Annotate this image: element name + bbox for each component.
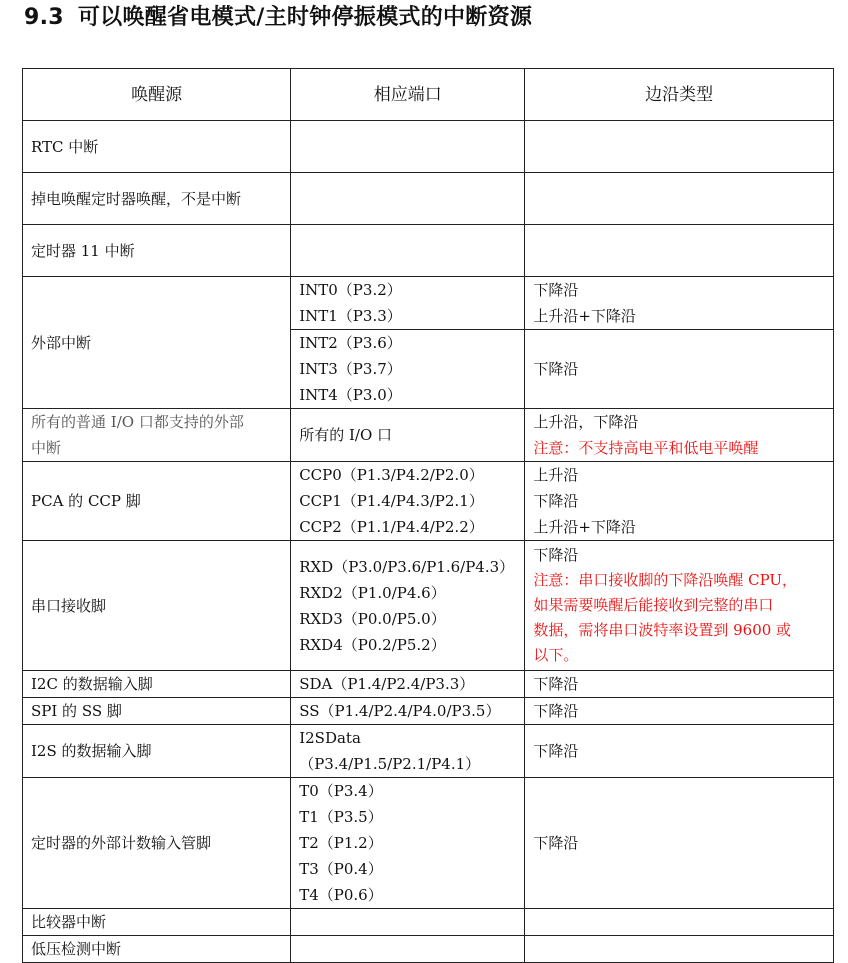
port-line: RXD4（P0.2/P5.2）	[299, 635, 446, 654]
cell-port	[291, 462, 525, 541]
port-line: INT3（P3.7）	[299, 360, 402, 378]
table-row	[23, 225, 834, 277]
cell-port	[291, 909, 525, 936]
warning-note-line: 注意：串口接收脚的下降沿唤醒 CPU，	[533, 571, 798, 589]
port-line: RXD3（P0.0/P5.0）	[299, 609, 446, 628]
wakeup-source-table	[22, 68, 834, 963]
table-row	[23, 277, 834, 330]
cell-edge	[525, 277, 834, 330]
cell-edge: 下降沿	[525, 778, 834, 909]
cell-port	[291, 277, 525, 330]
cell-source	[23, 409, 291, 462]
port-line: INT0（P3.2）	[299, 281, 402, 299]
table-row	[23, 462, 834, 541]
edge-line: 上升沿，下降沿	[533, 413, 639, 431]
table-row	[23, 725, 834, 778]
cell-edge	[525, 409, 834, 462]
cell-port	[291, 541, 525, 671]
cell-source: 定时器 11 中断	[23, 225, 291, 277]
cell-source: 比较器中断	[23, 909, 291, 936]
table-row	[23, 778, 834, 909]
edge-line: 下降沿	[533, 546, 579, 564]
table-header-row	[23, 69, 834, 121]
port-line: CCP1（P1.4/P4.3/P2.1）	[299, 492, 484, 510]
edge-line: 下降沿	[533, 281, 579, 299]
cell-source: RTC 中断	[23, 121, 291, 173]
cell-port	[291, 330, 525, 409]
cell-port: 所有的 I/O 口	[291, 409, 525, 462]
port-line: CCP2（P1.1/P4.4/P2.2）	[299, 518, 484, 536]
section-heading	[24, 2, 532, 34]
cell-port: I2SData（P3.4/P1.5/P2.1/P4.1）	[291, 725, 525, 778]
table-row	[23, 173, 834, 225]
cell-edge	[525, 173, 834, 225]
edge-line: 上升沿+下降沿	[533, 307, 636, 325]
cell-port: SDA（P1.4/P2.4/P3.3）	[291, 671, 525, 698]
cell-edge	[525, 462, 834, 541]
cell-port	[291, 121, 525, 173]
port-line: T2（P1.2）	[299, 834, 383, 852]
table-row	[23, 541, 834, 671]
source-line: 所有的普通 I/O 口都支持的外部	[31, 413, 244, 431]
port-line: T4（P0.6）	[299, 886, 383, 904]
cell-port	[291, 936, 525, 963]
table-row	[23, 409, 834, 462]
cell-port	[291, 225, 525, 277]
edge-line: 下降沿	[533, 492, 579, 510]
table-row	[23, 121, 834, 173]
cell-source: PCA 的 CCP 脚	[23, 462, 291, 541]
table-row	[23, 909, 834, 936]
cell-edge	[525, 121, 834, 173]
warning-note-line: 如果需要唤醒后能接收到完整的串口	[533, 596, 774, 614]
cell-edge	[525, 909, 834, 936]
port-line: T1（P3.5）	[299, 808, 383, 826]
source-line: 中断	[31, 439, 62, 457]
edge-line: 上升沿	[533, 466, 579, 484]
cell-source: 掉电唤醒定时器唤醒，不是中断	[23, 173, 291, 225]
cell-port	[291, 173, 525, 225]
cell-edge: 下降沿	[525, 725, 834, 778]
port-line: INT1（P3.3）	[299, 307, 402, 325]
cell-edge	[525, 936, 834, 963]
port-line: T0（P3.4）	[299, 782, 383, 800]
warning-note-line: 数据，需将串口波特率设置到 9600 或	[533, 621, 792, 639]
warning-note: 注意：不支持高电平和低电平唤醒	[533, 439, 759, 457]
section-number: 9.3	[24, 5, 64, 30]
cell-edge: 下降沿	[525, 330, 834, 409]
cell-edge: 下降沿	[525, 698, 834, 725]
table-row	[23, 671, 834, 698]
port-line: RXD2（P1.0/P4.6）	[299, 583, 446, 602]
table-row	[23, 698, 834, 725]
section-title: 可以唤醒省电模式/主时钟停振模式的中断资源	[77, 5, 533, 30]
port-line: RXD（P3.0/P3.6/P1.6/P4.3）	[299, 557, 515, 576]
port-line: T3（P0.4）	[299, 860, 383, 878]
cell-edge: 下降沿	[525, 671, 834, 698]
header-edge-type: 边沿类型	[525, 69, 834, 121]
edge-line: 上升沿+下降沿	[533, 518, 636, 536]
header-wakeup-source: 唤醒源	[23, 69, 291, 121]
cell-edge	[525, 225, 834, 277]
cell-port: SS（P1.4/P2.4/P4.0/P3.5）	[291, 698, 525, 725]
cell-source: SPI 的 SS 脚	[23, 698, 291, 725]
port-line: INT2（P3.6）	[299, 334, 402, 352]
cell-source: 外部中断	[23, 277, 291, 409]
cell-source: 低压检测中断	[23, 936, 291, 963]
table-row	[23, 936, 834, 963]
cell-edge	[525, 541, 834, 671]
cell-source: I2C 的数据输入脚	[23, 671, 291, 698]
cell-source: 定时器的外部计数输入管脚	[23, 778, 291, 909]
port-line: CCP0（P1.3/P4.2/P2.0）	[299, 466, 484, 484]
cell-port	[291, 778, 525, 909]
cell-source: I2S 的数据输入脚	[23, 725, 291, 778]
cell-source: 串口接收脚	[23, 541, 291, 671]
header-port: 相应端口	[291, 69, 525, 121]
warning-note-line: 以下。	[533, 646, 579, 664]
port-line: INT4（P3.0）	[299, 386, 402, 404]
